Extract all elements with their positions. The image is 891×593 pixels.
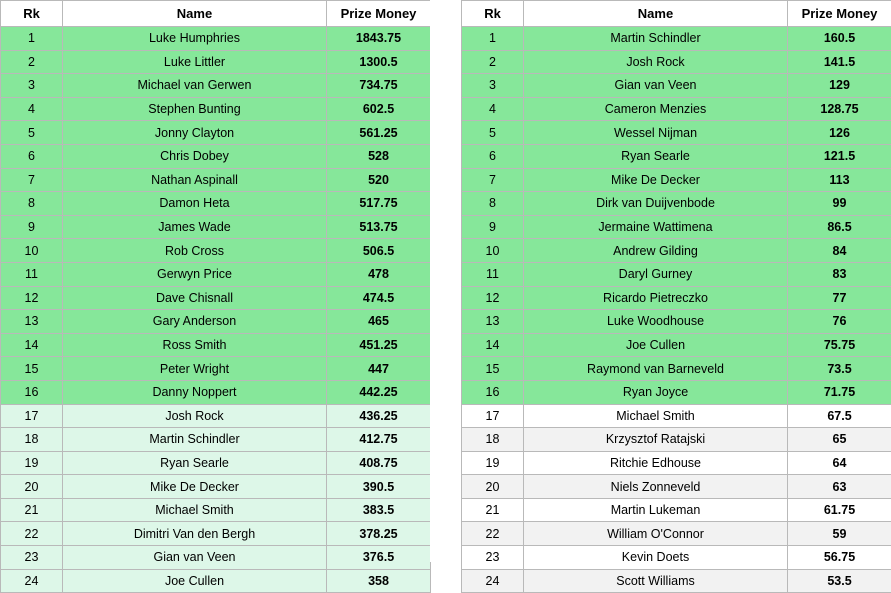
cell-player-name: Ross Smith: [63, 333, 327, 357]
cell-prize-money: 53.5: [788, 569, 891, 593]
cell-rank: 17: [462, 404, 524, 428]
cell-player-name: Krzysztof Ratajski: [524, 428, 788, 452]
cell-rank: 4: [462, 97, 524, 121]
table-row: [1, 357, 431, 381]
table-row: [462, 310, 891, 334]
column-header-name: Name: [63, 1, 327, 27]
cell-player-name: Dirk van Duijvenbode: [524, 192, 788, 216]
cell-rank: 19: [1, 451, 63, 475]
cell-rank: 11: [462, 262, 524, 286]
table-row: [462, 27, 891, 51]
cell-rank: 18: [462, 428, 524, 452]
cell-rank: 13: [462, 310, 524, 334]
table-row: [1, 144, 431, 168]
cell-rank: 9: [1, 215, 63, 239]
cell-player-name: Chris Dobey: [63, 144, 327, 168]
cell-player-name: Josh Rock: [63, 404, 327, 428]
cell-rank: 14: [1, 333, 63, 357]
cell-rank: 20: [462, 475, 524, 499]
cell-player-name: Gian van Veen: [63, 546, 327, 570]
cell-prize-money: 126: [788, 121, 891, 145]
cell-rank: 22: [462, 522, 524, 546]
cell-rank: 11: [1, 262, 63, 286]
cell-prize-money: 1843.75: [327, 27, 431, 51]
left-rankings-table: [0, 0, 431, 593]
cell-player-name: Mike De Decker: [63, 475, 327, 499]
cell-rank: 23: [462, 546, 524, 570]
cell-player-name: Ryan Searle: [63, 451, 327, 475]
cell-prize-money: 451.25: [327, 333, 431, 357]
cell-prize-money: 734.75: [327, 74, 431, 98]
cell-player-name: Niels Zonneveld: [524, 475, 788, 499]
cell-player-name: Damon Heta: [63, 192, 327, 216]
cell-prize-money: 61.75: [788, 498, 891, 522]
table-row: [1, 380, 431, 404]
cell-player-name: Michael Smith: [63, 498, 327, 522]
table-row: [462, 498, 891, 522]
table-row: [462, 144, 891, 168]
cell-prize-money: 520: [327, 168, 431, 192]
cell-prize-money: 376.5: [327, 546, 431, 570]
cell-prize-money: 76: [788, 310, 891, 334]
left-table-head: [1, 1, 431, 27]
cell-player-name: Ritchie Edhouse: [524, 451, 788, 475]
cell-rank: 15: [462, 357, 524, 381]
cell-prize-money: 56.75: [788, 546, 891, 570]
left-table-body: [1, 27, 431, 593]
cell-prize-money: 436.25: [327, 404, 431, 428]
cell-rank: 1: [1, 27, 63, 51]
cell-player-name: Michael Smith: [524, 404, 788, 428]
table-row: [462, 569, 891, 593]
table-row: [1, 168, 431, 192]
cell-prize-money: 160.5: [788, 27, 891, 51]
table-row: [1, 522, 431, 546]
cell-rank: 20: [1, 475, 63, 499]
cell-player-name: Dimitri Van den Bergh: [63, 522, 327, 546]
cell-rank: 6: [462, 144, 524, 168]
table-row: [462, 380, 891, 404]
cell-prize-money: 129: [788, 74, 891, 98]
cell-player-name: Joe Cullen: [63, 569, 327, 593]
cell-player-name: James Wade: [63, 215, 327, 239]
right-rankings-panel: [461, 0, 891, 562]
cell-prize-money: 474.5: [327, 286, 431, 310]
table-row: [1, 451, 431, 475]
cell-rank: 3: [1, 74, 63, 98]
cell-prize-money: 113: [788, 168, 891, 192]
cell-rank: 24: [462, 569, 524, 593]
cell-prize-money: 99: [788, 192, 891, 216]
cell-player-name: Martin Schindler: [63, 428, 327, 452]
cell-rank: 24: [1, 569, 63, 593]
cell-prize-money: 442.25: [327, 380, 431, 404]
cell-rank: 15: [1, 357, 63, 381]
cell-prize-money: 412.75: [327, 428, 431, 452]
cell-player-name: Martin Schindler: [524, 27, 788, 51]
cell-prize-money: 77: [788, 286, 891, 310]
cell-player-name: Kevin Doets: [524, 546, 788, 570]
cell-player-name: Rob Cross: [63, 239, 327, 263]
right-table-head: [462, 1, 891, 27]
cell-prize-money: 602.5: [327, 97, 431, 121]
cell-player-name: Raymond van Barneveld: [524, 357, 788, 381]
cell-rank: 8: [462, 192, 524, 216]
cell-player-name: Peter Wright: [63, 357, 327, 381]
cell-prize-money: 67.5: [788, 404, 891, 428]
right-rankings-table: [461, 0, 891, 593]
cell-player-name: Luke Humphries: [63, 27, 327, 51]
cell-rank: 5: [1, 121, 63, 145]
cell-player-name: William O'Connor: [524, 522, 788, 546]
cell-prize-money: 517.75: [327, 192, 431, 216]
cell-prize-money: 506.5: [327, 239, 431, 263]
cell-player-name: Gary Anderson: [63, 310, 327, 334]
cell-prize-money: 75.75: [788, 333, 891, 357]
table-row: [462, 192, 891, 216]
cell-prize-money: 408.75: [327, 451, 431, 475]
column-header-rank: Rk: [1, 1, 63, 27]
cell-player-name: Gian van Veen: [524, 74, 788, 98]
table-row: [1, 286, 431, 310]
table-row: [462, 522, 891, 546]
cell-prize-money: 71.75: [788, 380, 891, 404]
cell-prize-money: 528: [327, 144, 431, 168]
cell-prize-money: 86.5: [788, 215, 891, 239]
cell-rank: 7: [1, 168, 63, 192]
cell-rank: 19: [462, 451, 524, 475]
panel-divider: [430, 0, 461, 562]
cell-prize-money: 383.5: [327, 498, 431, 522]
cell-rank: 18: [1, 428, 63, 452]
cell-rank: 7: [462, 168, 524, 192]
cell-prize-money: 358: [327, 569, 431, 593]
column-header-prize-money: Prize Money: [327, 1, 431, 27]
cell-player-name: Andrew Gilding: [524, 239, 788, 263]
cell-rank: 23: [1, 546, 63, 570]
cell-prize-money: 561.25: [327, 121, 431, 145]
cell-player-name: Danny Noppert: [63, 380, 327, 404]
column-header-prize-money: Prize Money: [788, 1, 891, 27]
table-row: [462, 168, 891, 192]
cell-rank: 12: [1, 286, 63, 310]
cell-player-name: Jermaine Wattimena: [524, 215, 788, 239]
table-row: [462, 74, 891, 98]
table-row: [1, 215, 431, 239]
cell-rank: 8: [1, 192, 63, 216]
cell-rank: 21: [1, 498, 63, 522]
table-row: [462, 121, 891, 145]
table-row: [462, 333, 891, 357]
table-row: [1, 569, 431, 593]
cell-rank: 9: [462, 215, 524, 239]
cell-player-name: Stephen Bunting: [63, 97, 327, 121]
cell-player-name: Josh Rock: [524, 50, 788, 74]
cell-rank: 3: [462, 74, 524, 98]
cell-rank: 10: [462, 239, 524, 263]
cell-prize-money: 390.5: [327, 475, 431, 499]
cell-rank: 12: [462, 286, 524, 310]
table-row: [1, 428, 431, 452]
cell-player-name: Dave Chisnall: [63, 286, 327, 310]
cell-prize-money: 64: [788, 451, 891, 475]
cell-prize-money: 128.75: [788, 97, 891, 121]
cell-player-name: Wessel Nijman: [524, 121, 788, 145]
cell-prize-money: 478: [327, 262, 431, 286]
cell-rank: 5: [462, 121, 524, 145]
cell-rank: 16: [462, 380, 524, 404]
cell-prize-money: 84: [788, 239, 891, 263]
cell-prize-money: 378.25: [327, 522, 431, 546]
cell-rank: 16: [1, 380, 63, 404]
cell-rank: 6: [1, 144, 63, 168]
cell-player-name: Daryl Gurney: [524, 262, 788, 286]
table-row: [462, 97, 891, 121]
cell-prize-money: 73.5: [788, 357, 891, 381]
table-row: [462, 215, 891, 239]
cell-rank: 2: [462, 50, 524, 74]
table-row: [1, 498, 431, 522]
cell-prize-money: 59: [788, 522, 891, 546]
cell-rank: 22: [1, 522, 63, 546]
cell-prize-money: 83: [788, 262, 891, 286]
table-row: [1, 50, 431, 74]
table-row: [1, 97, 431, 121]
table-row: [1, 192, 431, 216]
table-row: [462, 239, 891, 263]
cell-player-name: Jonny Clayton: [63, 121, 327, 145]
table-header-row: [462, 1, 891, 27]
cell-prize-money: 447: [327, 357, 431, 381]
cell-rank: 13: [1, 310, 63, 334]
cell-prize-money: 65: [788, 428, 891, 452]
table-row: [462, 475, 891, 499]
cell-rank: 14: [462, 333, 524, 357]
table-row: [1, 310, 431, 334]
left-rankings-panel: [0, 0, 430, 562]
cell-player-name: Cameron Menzies: [524, 97, 788, 121]
cell-player-name: Martin Lukeman: [524, 498, 788, 522]
table-row: [1, 239, 431, 263]
table-row: [1, 27, 431, 51]
table-row: [1, 74, 431, 98]
table-row: [1, 404, 431, 428]
cell-rank: 17: [1, 404, 63, 428]
cell-player-name: Luke Littler: [63, 50, 327, 74]
table-row: [462, 357, 891, 381]
column-header-rank: Rk: [462, 1, 524, 27]
cell-rank: 21: [462, 498, 524, 522]
column-header-name: Name: [524, 1, 788, 27]
table-row: [1, 121, 431, 145]
cell-player-name: Ricardo Pietreczko: [524, 286, 788, 310]
table-row: [462, 286, 891, 310]
right-table-body: [462, 27, 891, 593]
table-row: [462, 546, 891, 570]
cell-prize-money: 513.75: [327, 215, 431, 239]
cell-player-name: Nathan Aspinall: [63, 168, 327, 192]
cell-prize-money: 465: [327, 310, 431, 334]
table-row: [462, 50, 891, 74]
cell-player-name: Mike De Decker: [524, 168, 788, 192]
table-row: [1, 333, 431, 357]
cell-player-name: Ryan Joyce: [524, 380, 788, 404]
table-row: [1, 546, 431, 570]
cell-player-name: Ryan Searle: [524, 144, 788, 168]
cell-rank: 4: [1, 97, 63, 121]
table-header-row: [1, 1, 431, 27]
cell-player-name: Michael van Gerwen: [63, 74, 327, 98]
cell-player-name: Scott Williams: [524, 569, 788, 593]
table-row: [462, 428, 891, 452]
cell-rank: 2: [1, 50, 63, 74]
cell-player-name: Joe Cullen: [524, 333, 788, 357]
cell-rank: 1: [462, 27, 524, 51]
cell-prize-money: 141.5: [788, 50, 891, 74]
cell-player-name: Gerwyn Price: [63, 262, 327, 286]
cell-prize-money: 121.5: [788, 144, 891, 168]
cell-prize-money: 1300.5: [327, 50, 431, 74]
table-row: [1, 475, 431, 499]
cell-rank: 10: [1, 239, 63, 263]
cell-player-name: Luke Woodhouse: [524, 310, 788, 334]
table-row: [462, 451, 891, 475]
table-row: [1, 262, 431, 286]
cell-prize-money: 63: [788, 475, 891, 499]
table-row: [462, 404, 891, 428]
table-row: [462, 262, 891, 286]
